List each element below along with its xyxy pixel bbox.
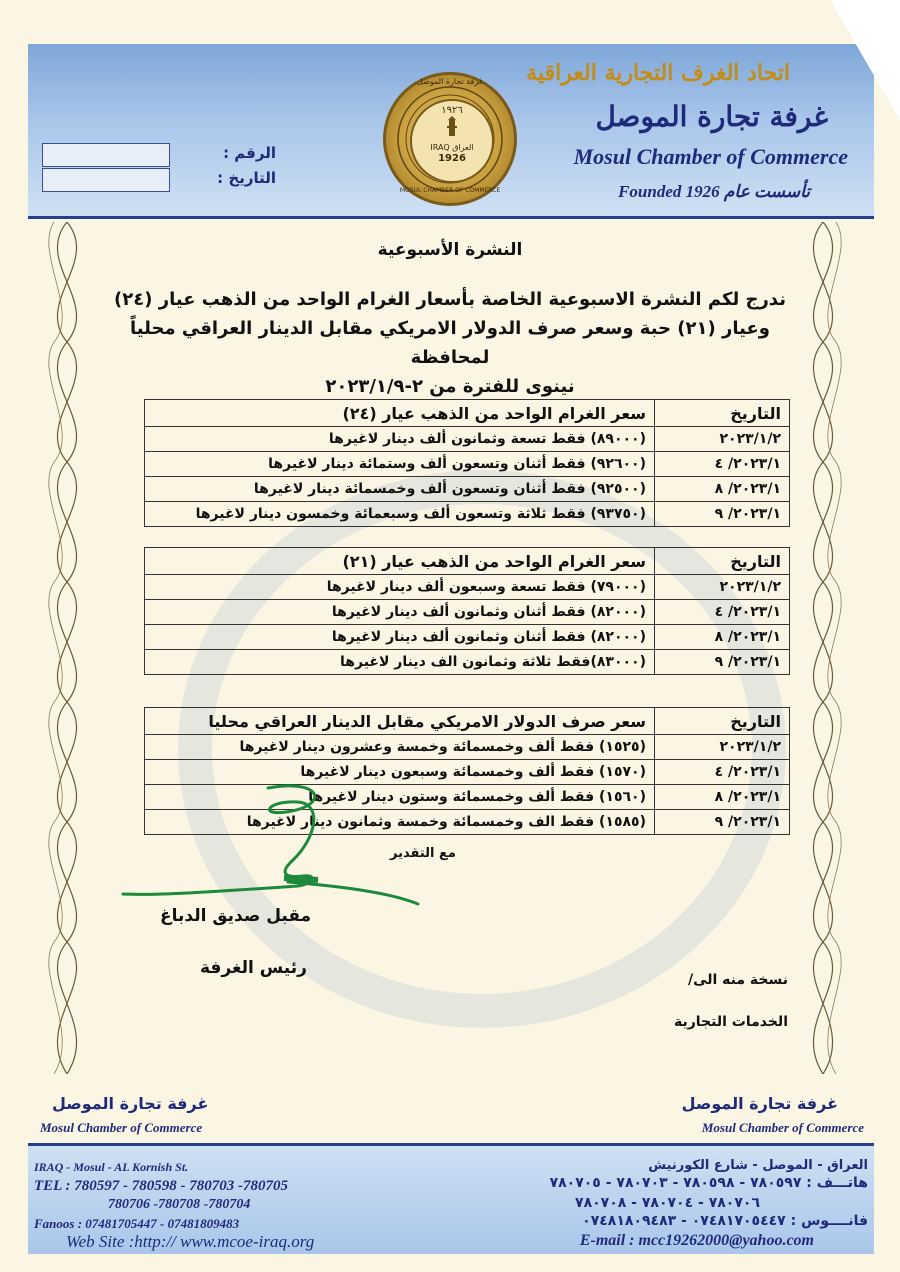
minaret-icon: [441, 116, 463, 138]
footer-fax-english: Fanoos : 07481705447 - 07481809483: [34, 1216, 240, 1231]
intro-line: ندرج لكم النشرة الاسبوعية الخاصة بأسعار الغرام الواحد من الذهب عيار (٢٤): [114, 289, 786, 310]
intro-line: وعيار (٢١) حبة وسعر صرف الدولار الامريكي مقابل الدينار العراقي محلياً لمحافظة: [130, 318, 770, 368]
row-price: (٩٣٧٥٠) فقط ثلاثة وتسعون ألف وسبعمائة وخمسون دينار لاغيرها: [145, 502, 655, 527]
document-title: النشرة الأسبوعية: [377, 240, 523, 260]
row-rate: (١٥٦٠) فقط ألف وخمسمائة وستون دينار لاغيرها: [145, 785, 655, 810]
union-name: اتحاد الغرف التجارية العراقية: [526, 60, 790, 86]
footer-chamber-name-english-right: Mosul Chamber of Commerce: [701, 1120, 864, 1135]
right-border-ornament: [790, 222, 856, 1074]
date-column-header: التاريخ: [655, 400, 790, 427]
footer-telephone-english: TEL : 780597 - 780598 - 780703 -780705: [34, 1178, 289, 1194]
footer-website-link[interactable]: Web Site :http:// www.mcoe-iraq.org: [66, 1232, 315, 1251]
footer-chamber-name-english-left: Mosul Chamber of Commerce: [40, 1120, 203, 1135]
handwritten-signature: [118, 778, 438, 910]
row-price: (٨٣٠٠٠)فقط ثلاثة وثمانون الف دينار لاغيرها: [145, 650, 655, 675]
gold-24k-price-table: [144, 399, 790, 527]
row-price: (٨٢٠٠٠) فقط أثنان وثمانون ألف دينار لاغيرها: [145, 625, 655, 650]
copy-to-recipient: الخدمات التجارية: [673, 1014, 788, 1030]
date-box[interactable]: [42, 168, 170, 192]
chamber-name-english: Mosul Chamber of Commerce: [573, 144, 848, 169]
intro-line: نينوى للفترة من ٢-٢٠٢٣/١/٩: [325, 376, 575, 397]
row-price: (٨٢٠٠٠) فقط أثنان وثمانون ألف دينار لاغيرها: [145, 600, 655, 625]
row-date: ٢٠٢٣/١/ ٤: [655, 452, 790, 477]
footer-fax-arabic: فانــــوس : ٠٧٤٨١٧٠٥٤٤٧ - ٠٧٤٨١٨٠٩٤٨٣: [582, 1213, 868, 1229]
date-label: التاريخ :: [217, 169, 276, 187]
letterhead-divider: [28, 216, 874, 219]
row-date: ٢٠٢٣/١/ ٤: [655, 760, 790, 785]
chamber-seal-logo: [383, 72, 517, 206]
table-row: [145, 575, 790, 600]
footer-telephone-arabic: هاتـــف : ٧٨٠٥٩٧ - ٧٨٠٥٩٨ - ٧٨٠٧٠٣ - ٧٨٠٧٠٥: [549, 1175, 868, 1191]
reference-number-label: الرقم :: [223, 144, 276, 162]
table-row: [145, 650, 790, 675]
signatory-title: رئيس الغرفة: [200, 958, 307, 978]
price-column-header: سعر الغرام الواحد من الذهب عيار (٢٤): [145, 400, 655, 427]
founded-year: Founded 1926 تأسست عام: [618, 182, 810, 201]
seal-bottom-text: MOSUL CHAMBER OF COMMERCE: [399, 187, 501, 194]
row-rate: (١٥٨٥) فقط الف وخمسمائة وخمسة وثمانون دينار لاغيرها: [145, 810, 655, 835]
row-date: ٢٠٢٣/١/ ٩: [655, 810, 790, 835]
gold-21k-price-table: [144, 547, 790, 675]
reference-number-box[interactable]: [42, 143, 170, 167]
table-header-row: [145, 708, 790, 735]
folded-corner: [830, 0, 900, 120]
row-price: (٧٩٠٠٠) فقط تسعة وسبعون ألف دينار لاغيرها: [145, 575, 655, 600]
row-price: (٩٢٥٠٠) فقط أثنان وتسعون ألف وخمسمائة دينار لاغيرها: [145, 477, 655, 502]
copy-to-label: نسخة منه الى/: [687, 972, 788, 988]
seal-country: IRAQ العراق: [430, 143, 474, 152]
reference-number-field: [42, 143, 282, 167]
row-date: ٢٠٢٣/١/ ٩: [655, 650, 790, 675]
signatory-name: مقبل صديق الدباغ: [160, 906, 312, 926]
footer-telephone-arabic-line-2: ٧٨٠٧٠٦ - ٧٨٠٧٠٤ - ٧٨٠٧٠٨: [575, 1195, 760, 1211]
seal-year: 1926: [438, 153, 466, 164]
footer-email-link[interactable]: E-mail : mcc19262000@yahoo.com: [579, 1232, 814, 1249]
row-rate: (١٥٢٥) فقط ألف وخمسمائة وخمسة وعشرون دينار لاغيرها: [145, 735, 655, 760]
footer-chamber-name-arabic-left: غرفة تجارة الموصل: [52, 1094, 209, 1113]
price-column-header: سعر الغرام الواحد من الذهب عيار (٢١): [145, 548, 655, 575]
chamber-name-arabic: غرفة تجارة الموصل: [595, 100, 828, 133]
row-date: ٢٠٢٣/١/ ٨: [655, 477, 790, 502]
left-border-ornament: [34, 222, 100, 1074]
table-header-row: [145, 400, 790, 427]
rate-column-header: سعر صرف الدولار الامريكي مقابل الدينار العراقي محليا: [145, 708, 655, 735]
footer-chamber-name-arabic-right: غرفة تجارة الموصل: [681, 1094, 838, 1113]
seal-center: [410, 99, 494, 183]
row-date: ٢٠٢٣/١/٢: [655, 735, 790, 760]
closing-remark: مع التقدير: [390, 846, 456, 861]
footer-address-arabic: العراق - الموصل - شارع الكورنيش: [648, 1158, 868, 1173]
date-column-header: التاريخ: [655, 548, 790, 575]
seal-year-arabic: ١٩٢٦: [441, 105, 463, 116]
row-date: ٢٠٢٣/١/٢: [655, 575, 790, 600]
date-field: [42, 168, 282, 192]
row-rate: (١٥٧٠) فقط ألف وخمسمائة وسبعون دينار لاغيرها: [145, 760, 655, 785]
table-row: [145, 600, 790, 625]
row-date: ٢٠٢٣/١/ ٤: [655, 600, 790, 625]
row-date: ٢٠٢٣/١/ ٩: [655, 502, 790, 527]
table-row: [145, 427, 790, 452]
table-row: [145, 452, 790, 477]
table-row: [145, 625, 790, 650]
table-row: [145, 502, 790, 527]
row-date: ٢٠٢٣/١/ ٨: [655, 625, 790, 650]
row-date: ٢٠٢٣/١/٢: [655, 427, 790, 452]
table-header-row: [145, 548, 790, 575]
footer-address-english: IRAQ - Mosul - AL Kornish St.: [34, 1160, 189, 1174]
seal-top-text: غرفة تجارة الموصل: [417, 77, 483, 86]
intro-paragraph: [110, 285, 790, 401]
footer-telephone-english-line-2: 780706 -780708 -780704: [108, 1197, 251, 1212]
row-price: (٨٩٠٠٠) فقط تسعة وثمانون ألف دينار لاغيرها: [145, 427, 655, 452]
row-price: (٩٢٦٠٠) فقط أثنان وتسعون ألف وستمائة دينار لاغيرها: [145, 452, 655, 477]
date-column-header: التاريخ: [655, 708, 790, 735]
row-date: ٢٠٢٣/١/ ٨: [655, 785, 790, 810]
table-row: [145, 735, 790, 760]
table-row: [145, 477, 790, 502]
